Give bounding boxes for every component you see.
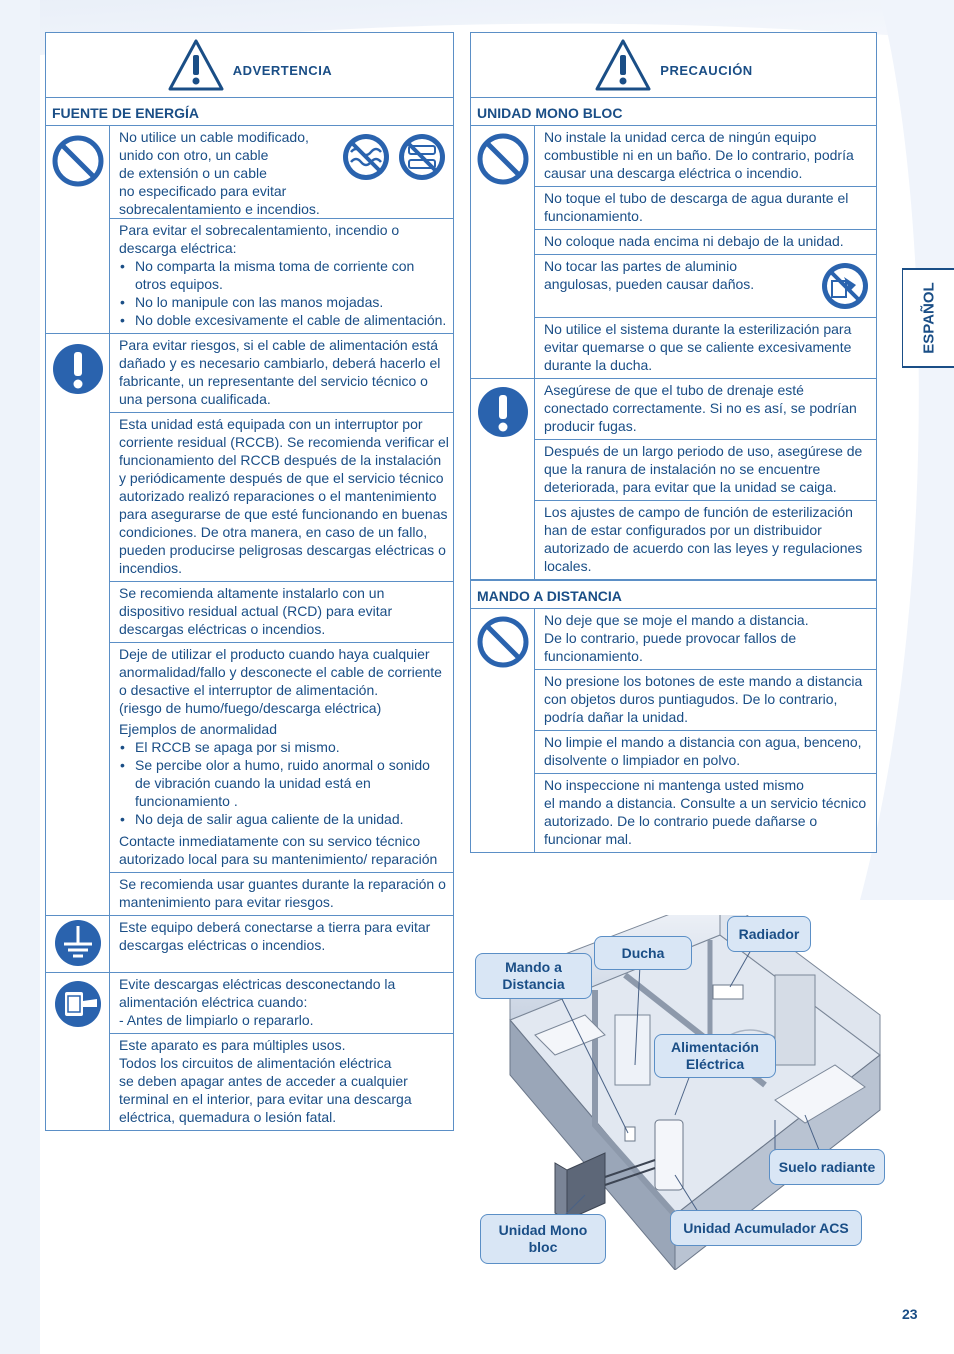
text-line: No deje que se moje el mando a distancia. <box>544 612 809 628</box>
caution-cell-1: No instale la unidad cerca de ningún equipo combustible ni en un baño. De lo contrario, podría causar una descarga eléctrica o incendio. <box>535 126 876 187</box>
warning-cell-9 <box>110 973 453 1034</box>
callout-radiador <box>727 916 811 952</box>
text-line: de extensión o un cable <box>119 165 267 181</box>
text-line: sobrecalentamiento e incendios. <box>119 201 320 217</box>
callout-text: Mando a <box>505 959 562 975</box>
section-unidad-mono-bloc: UNIDAD MONO BLOC <box>471 98 876 126</box>
prohibition-group-1 <box>46 126 453 334</box>
warning-cell-5: Se recomienda altamente instalarlo con un dispositivo residual actual (RCD) para evitar descargas eléctricas o incendios. <box>110 582 453 643</box>
bullet-item: • No lo manipule con las manos mojadas. <box>119 293 449 311</box>
language-tab <box>902 268 954 368</box>
warning-cell-4: Esta unidad está equipada con un interruptor por corriente residual (RCCB). Se recomienda verificar el funcionamiento del RCCB después de la instalación y periódicamente después de que el servicio técnico autorizado realizó reparaciones o el mantenimiento para asegurarse de que esté funcionando en buenas condiciones. De otra manera, en caso de un fallo, pueden producirse peligrosas descargas eléctricas o incendios. <box>110 413 453 582</box>
callout-text: Unidad Acumulador ACS <box>683 1219 849 1236</box>
caution-prohibition-group <box>471 126 876 379</box>
callout-text: Suelo radiante <box>778 1158 876 1175</box>
text-line: No tocar las partes de aluminio <box>544 258 737 274</box>
text-paragraph: Para evitar el sobrecalentamiento, incendio o descarga eléctrica: <box>119 222 400 256</box>
text-paragraph: (riesgo de humo/fuego/descarga eléctrica) <box>119 700 382 716</box>
callout-text: Alimentación <box>671 1039 759 1055</box>
warning-panel <box>45 32 454 1131</box>
disconnect-group <box>46 973 453 1130</box>
caution-cell-8: Los ajustes de campo de función de esterilización han de estar configurados por un distribuidor autorizado de acuerdo con las leyes y regulaciones locales. <box>544 504 863 574</box>
icon-cell <box>471 379 535 579</box>
icon-cell <box>471 126 535 378</box>
callout-unidad-acumulador-acs <box>670 1210 862 1246</box>
callout-ducha <box>594 936 692 970</box>
warning-cell-6 <box>110 643 453 873</box>
icon-cell <box>46 334 110 915</box>
caution-cell-3: No coloque nada encima ni debajo de la unidad. <box>535 230 876 255</box>
callout-text: Distancia <box>502 976 565 992</box>
bullet-item: • No doble excesivamente el cable de alimentación. <box>119 311 449 329</box>
text-line: De lo contrario, puede provocar fallos de funcionamiento. <box>544 630 797 664</box>
caution-cell-4 <box>535 255 876 318</box>
icon-cell <box>46 126 110 333</box>
no-touch-aluminium-icon <box>820 261 870 311</box>
text-line: Este aparato es para múltiples usos. <box>119 1037 346 1053</box>
warning-cell-10 <box>110 1034 453 1130</box>
callout-text: Ducha <box>621 944 665 961</box>
text-line: eléctrica, quemadura o lesión fatal. <box>119 1109 337 1125</box>
text-line: el mando a distancia. Consulte a un servicio técnico autorizado. De lo contrario puede dañarse o funcionar mal. <box>544 795 867 847</box>
text-line: se deben apagar antes de acceder a cualquier <box>119 1073 408 1089</box>
text-line: No utilice un cable modificado, <box>119 129 309 145</box>
caution-triangle-icon <box>594 38 652 92</box>
text-line: Evite descargas eléctricas desconectando la <box>119 976 396 992</box>
section-fuente-energia: FUENTE DE ENERGÍA <box>46 98 453 126</box>
caution-cell-2: No toque el tubo de descarga de agua durante el funcionamiento. <box>535 187 876 230</box>
callout-suelo-radiante <box>769 1149 885 1185</box>
prohibition-icon <box>476 132 530 186</box>
callout-text: Eléctrica <box>685 1056 745 1072</box>
no-cable-modified-icon <box>341 132 391 182</box>
text-paragraph: Deje de utilizar el producto cuando haya cualquier anormalidad/fallo y desconecte el cable de corriente o desactive el interruptor de alimentación. <box>119 646 442 698</box>
mandatory-group-1 <box>46 334 453 916</box>
remote-cell-2: No presione los botones de este mando a distancia con objetos duros puntiagudos. De lo contrario, podría dañar la unidad. <box>535 670 876 731</box>
ground-group <box>46 916 453 973</box>
caution-cell-6: Asegúrese de que el tubo de drenaje esté conectado correctamente. Si no es así, se podrían producir fugas. <box>535 379 876 440</box>
caution-header <box>471 33 876 98</box>
mandatory-exclamation-icon <box>476 385 530 439</box>
text-line: terminal en el interior, para evitar una descarga <box>119 1091 412 1107</box>
callout-text: Unidad Mono <box>498 1222 588 1238</box>
section-mando-distancia: MANDO A DISTANCIA <box>471 580 876 609</box>
bullet-item: • El RCCB se apaga por si mismo. <box>119 738 449 756</box>
icon-cell <box>46 916 110 972</box>
caution-panel <box>470 32 877 853</box>
language-label: ESPAÑOL <box>920 282 938 354</box>
page-number: 23 <box>902 1306 918 1322</box>
bullet-item: • No comparta la misma toma de corriente con otros equipos. <box>119 257 449 293</box>
text-line: Todos los circuitos de alimentación eléctrica <box>119 1055 392 1071</box>
callout-unidad-mono-bloc <box>480 1214 606 1264</box>
remote-cell-3: No limpie el mando a distancia con agua, benceno, disolvente o limpiador en polvo. <box>535 731 876 774</box>
text-paragraph: Contacte inmediatamente con su servico técnico autorizado local para su mantenimiento/ reparación <box>119 833 438 867</box>
bullet-item: • Se percibe olor a humo, ruido anormal o sonido de vibración cuando la unidad está en funcionamiento . <box>119 756 449 810</box>
icon-cell <box>471 609 535 852</box>
remote-cell-1 <box>535 609 876 670</box>
caution-cell-7: Después de un largo periodo de uso, asegúrese de que la ranura de instalación no se encuentre deteriorada, para evitar que la unidad se caiga. <box>535 440 876 501</box>
callout-alimentacion-electrica <box>654 1034 776 1078</box>
text-line: angulosas, pueden causar daños. <box>544 276 755 292</box>
warning-cell-3: Para evitar riesgos, si el cable de alimentación está dañado y es necesario cambiarlo, deberá hacerlo el fabricante, un representante del servicio técnico o una persona cualificada. <box>110 334 453 413</box>
callout-text: bloc <box>528 1239 558 1255</box>
mandatory-exclamation-icon <box>51 342 105 396</box>
text-paragraph: Ejemplos de anormalidad <box>119 721 277 737</box>
warning-title: ADVERTENCIA <box>232 62 333 78</box>
remote-cell-4 <box>535 774 876 852</box>
prohibition-icon <box>51 134 105 188</box>
unplug-icon <box>53 979 103 1029</box>
warning-cell-1 <box>110 126 453 219</box>
text-line: no especificado para evitar <box>119 183 287 199</box>
callout-mando-distancia <box>475 953 592 999</box>
warning-cell-2 <box>110 219 453 333</box>
bullet-item: • No deja de salir agua caliente de la unidad. <box>119 810 449 828</box>
ground-earth-icon <box>53 918 103 968</box>
caution-cell-5: No utilice el sistema durante la esterilización para evitar quemarse o que se caliente excesivamente durante la ducha. <box>544 321 852 373</box>
text-line: - Antes de limpiarlo o repararlo. <box>119 1012 314 1028</box>
icon-cell <box>46 973 110 1130</box>
caution-mandatory-group <box>471 379 876 580</box>
no-extension-cable-icon <box>397 132 447 182</box>
text-line: alimentación eléctrica cuando: <box>119 994 308 1010</box>
callout-text: Radiador <box>738 925 800 942</box>
warning-cell-7: Se recomienda usar guantes durante la reparación o mantenimiento para evitar riesgos. <box>119 876 446 910</box>
warning-triangle-icon <box>167 38 225 92</box>
text-line: unido con otro, un cable <box>119 147 269 163</box>
caution-title: PRECAUCIÓN <box>660 62 753 78</box>
remote-prohibition-group <box>471 609 876 852</box>
prohibition-icon <box>476 615 530 669</box>
warning-header <box>46 33 453 98</box>
warning-cell-8: Este equipo deberá conectarse a tierra para evitar descargas eléctricas o incendios. <box>119 919 431 953</box>
text-line: No inspeccione ni mantenga usted mismo <box>544 777 804 793</box>
